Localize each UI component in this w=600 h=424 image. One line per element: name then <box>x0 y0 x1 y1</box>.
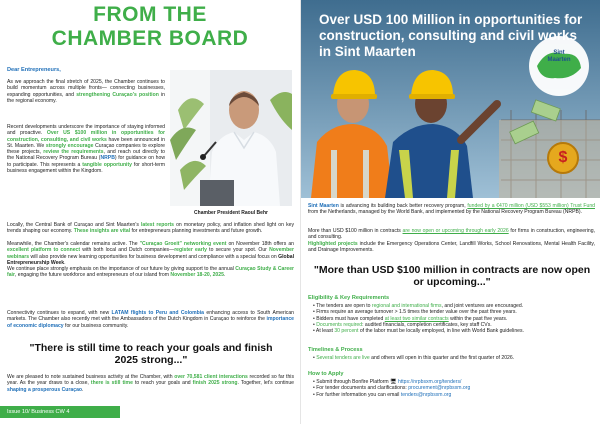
opportunities-paragraph: Recent developments underscore the importance of staying informed and proactive. Over US $100 million in opportunities for construction, consulting, and civil works have been announced in St. Maarten. We strongly encourage Curaçao companies to explore these projects, review the requirements, and reach out directly to the National Recovery Program Bureau (NRPB) for guidance on how to participate. This represents a tangible opportunity for short-term business engagement within the Kingdom. <box>7 124 166 175</box>
eligibility-heading: Eligibility & Key Requirements <box>308 295 390 301</box>
president-photo <box>170 70 292 206</box>
contracts-quote: "More than USD $100 million in contracts are now open or upcoming..." <box>313 264 591 288</box>
dollar-coin-icon: $ <box>558 149 568 166</box>
calendar-paragraph: Meanwhile, the Chamber's calendar remains active. The "Curaçao Groeit" networking event on November 18th offers an excellent platform to connect with both local and Dutch companies—register early to secure your spot. Our November webinars will also provide new learning opportunities for business development and compliance with a special focus on Global Entrepreneurship Week. <box>7 241 294 266</box>
pull-quote: "There is still time to reach your goals and finish 2025 strong..." <box>29 342 273 366</box>
list-item: • At least 30 percent of the labor must be locally employed, in line with World Bank guidelines. <box>313 328 524 335</box>
list-item: • Documents required: audited financials, completion certificates, key staff CVs. <box>313 321 492 328</box>
eligibility-list <box>313 303 595 334</box>
issue-footer: Issue 10/ Business CW 4 <box>0 406 120 418</box>
connectivity-paragraph: Connectivity continues to expand, with new LATAM flights to Peru and Colombia enhancing access to South American markets. The Chamber also recently met with the Ambassadors of the Dutch Kingdom in Curaçao to reinforce the importance of economic diplomacy for our business community. <box>7 310 294 329</box>
timelines-item: • Several tenders are live and others will open in this quarter and the first quarter of 2026. <box>313 355 515 361</box>
tenders-email-link[interactable]: tenders@nrpbsxm.org <box>400 391 452 398</box>
hero-image <box>301 0 600 198</box>
career-fair-paragraph: We continue place strongly emphasis on the importance of our future by giving support to the annual Curaçao Study & Career fair, engaging the future workforce and entrepreneurs of our island from November 18-20, 2025. <box>7 266 295 279</box>
intro-paragraph: As we approach the final stretch of 2025, the Chamber continues to build momentum across multiple fronts— connecting businesses, expanding opportunities, and strengthening Curaçao's position in the regional economy. <box>7 79 165 104</box>
tenders-link[interactable]: https://nrpbsxm.org/tenders/ <box>397 379 462 385</box>
right-page <box>300 0 600 424</box>
list-item: • Bidders must have completed at least two similar contracts within the past five years. <box>313 315 508 322</box>
list-item: • For tender documents and clarifications: procurement@nrpbsxm.org <box>313 385 471 392</box>
list-item: • Submit through Bonfire Platform 🖥 https://nrpbsxm.org/tenders/ <box>313 379 462 385</box>
greeting: Dear Entrepreneurs, <box>7 67 61 73</box>
recovery-paragraph: Sint Maarten is advancing its building back better recovery program, funded by a €470 million (USD $553 million) Trust Fund from the Netherlands, managed by the World Bank, and implemented by the National Recovery Program Bureau (NRPB). <box>308 203 595 216</box>
page-title-line1: FROM THE <box>93 3 207 26</box>
photo-caption: Chamber President Raoul Behr <box>194 210 268 216</box>
apply-heading: How to Apply <box>308 371 344 377</box>
hero-title: Over USD 100 Million in opportunities for construction, consulting and civil works in Sint Maarten <box>319 12 583 59</box>
map-label: Sint Maarten <box>547 50 571 63</box>
list-item: • The tenders are open to regional and international firms, and joint ventures are encouraged. <box>313 303 524 309</box>
list-item: • For further information you can email tenders@nrpbsxm.org <box>313 391 452 398</box>
apply-list <box>313 379 595 398</box>
list-item: • Firms require an average turnover > 1.5 times the tender value over the past three years. <box>313 309 517 316</box>
timelines-heading: Timelines & Process <box>308 347 363 353</box>
procurement-email-link[interactable]: procurement@nrpbsxm.org <box>408 385 471 392</box>
contracts-paragraph: More than USD $100 million in contracts are now open or upcoming through early 2026 for firms in construction, engineering, and consulting. <box>308 228 596 241</box>
closing-paragraph: We are pleased to note sustained business activity at the Chamber, with over 70,581 client interactions recorded so far this year. As the year draws to a close, there is still time to reach your goals and finish 2025 strong. Together, let's continue shaping a prosperous Curaçao. <box>7 374 294 393</box>
president-portrait-illustration <box>170 70 292 206</box>
central-bank-paragraph: Locally, the Central Bank of Curaçao and Sint Maarten's latest reports on monetary policy, and inflation shed light on key trends shaping our economy. These insights are vital for entrepreneurs planning investments and future growth. <box>7 222 294 235</box>
projects-paragraph: Highlighted projects include the Emergency Operations Center, Landfill Works, School Renovations, Mental Health Facility, and Drainage Improvements. <box>308 241 595 254</box>
page-title-line2: CHAMBER BOARD <box>51 27 249 50</box>
